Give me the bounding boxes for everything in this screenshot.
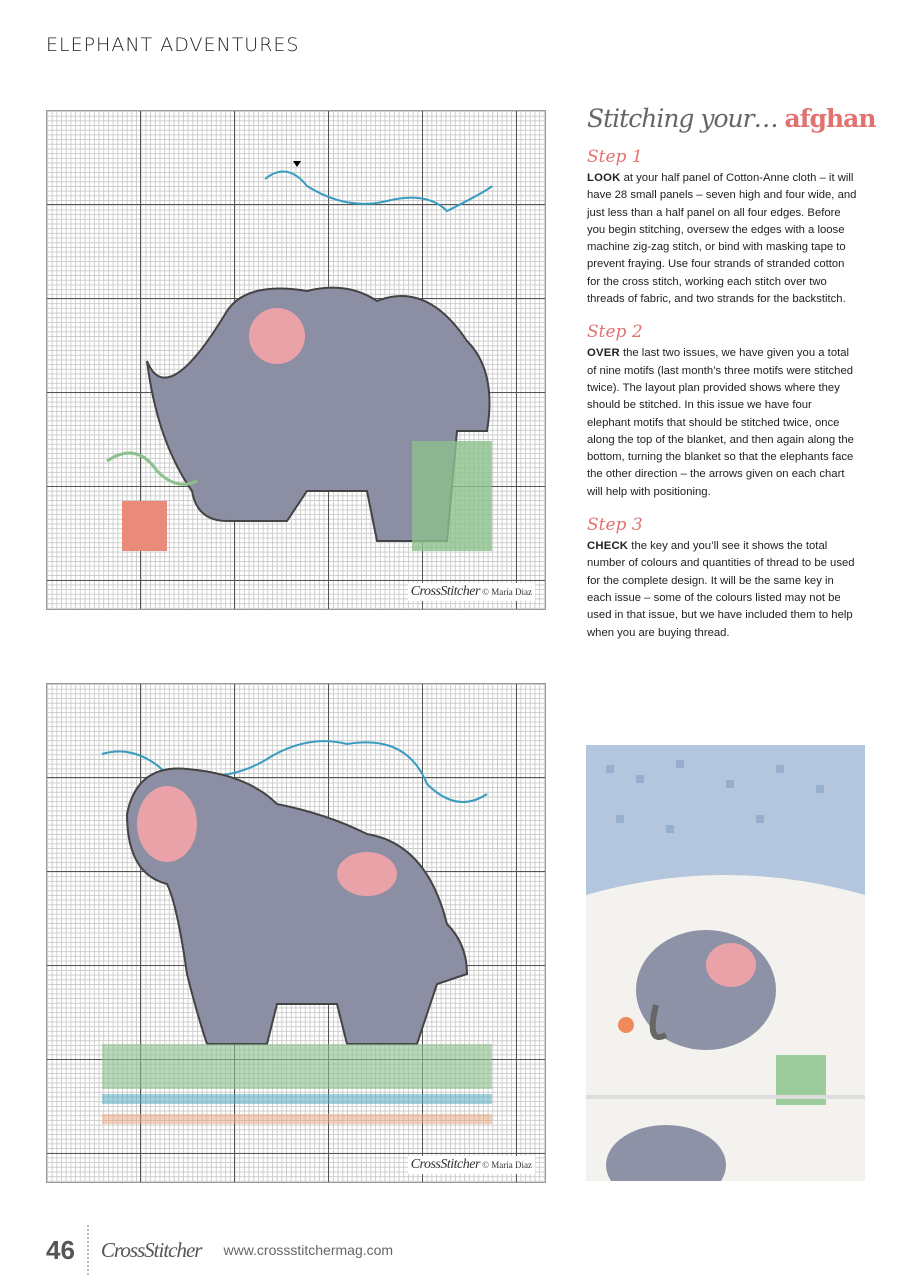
bunting-string <box>265 171 492 211</box>
arrow-top <box>293 161 301 167</box>
article-title: Stitching your… afghan <box>587 104 876 133</box>
step-body: CHECK the key and you’ll see it shows the total number of colours and quantities of thread to be used for the complete design. It will be the same key in each issue – some of the colours listed may not be used in that issue, but we have included them to help when you are buying thread. <box>587 540 855 639</box>
elephant-motif-1 <box>47 111 547 611</box>
plant-block <box>412 441 492 551</box>
website-url[interactable]: www.crossstitchermag.com <box>223 1242 394 1258</box>
border-band <box>102 1094 492 1104</box>
cross-stitch-chart-1 <box>46 110 546 610</box>
magazine-logo: CrossStitcher <box>100 1237 202 1262</box>
elephant-ear <box>137 786 197 862</box>
chart-credit: CrossStitcher © Maria Diaz <box>408 1156 535 1174</box>
elephant-ear <box>337 852 397 896</box>
step-heading: Step 3 <box>587 515 643 536</box>
article-column <box>587 104 876 642</box>
chart-credit: CrossStitcher © Maria Diaz <box>408 583 535 601</box>
section-title: ELEPHANT ADVENTURES <box>46 34 300 56</box>
elephant-motif-2 <box>47 684 547 1184</box>
elephant-ear <box>249 308 305 364</box>
step-heading: Step 1 <box>587 147 643 167</box>
page-footer <box>46 1225 393 1275</box>
step-body: LOOK at your half panel of Cotton-Anne cloth – it will have 28 small panels – seven high and four wide, and just less than a half panel on all four edges. Before you begin stitching, oversew the edges with a loose machine zig-zag stitch, or bind with masking tape to prevent fraying. Use four strands of stranded cotton for the cross stitch, working each stitch over two threads of fabric, and two strands for the backstitch. <box>587 172 857 306</box>
cross-stitch-chart-2 <box>46 683 546 1183</box>
step-body: OVER the last two issues, we have given you a total of nine motifs (last month’s three motifs were stitched twice). The layout plan provided shows where they should be stitched. In this issue we have four elephant motifs that should be stitched twice, once along the top of the blanket, and then again along the bottom, turning the blanket so that the elephants face the other direction – the arrows given on each chart will help with positioning. <box>587 347 854 498</box>
step-heading: Step 2 <box>587 322 643 343</box>
flower <box>122 501 167 551</box>
page-number: 46 <box>46 1234 75 1265</box>
footer-divider <box>87 1225 89 1275</box>
border-band <box>102 1044 492 1089</box>
border-band <box>102 1114 492 1124</box>
photo-illustration <box>586 745 865 1181</box>
stitched-blanket-photo <box>586 745 865 1181</box>
